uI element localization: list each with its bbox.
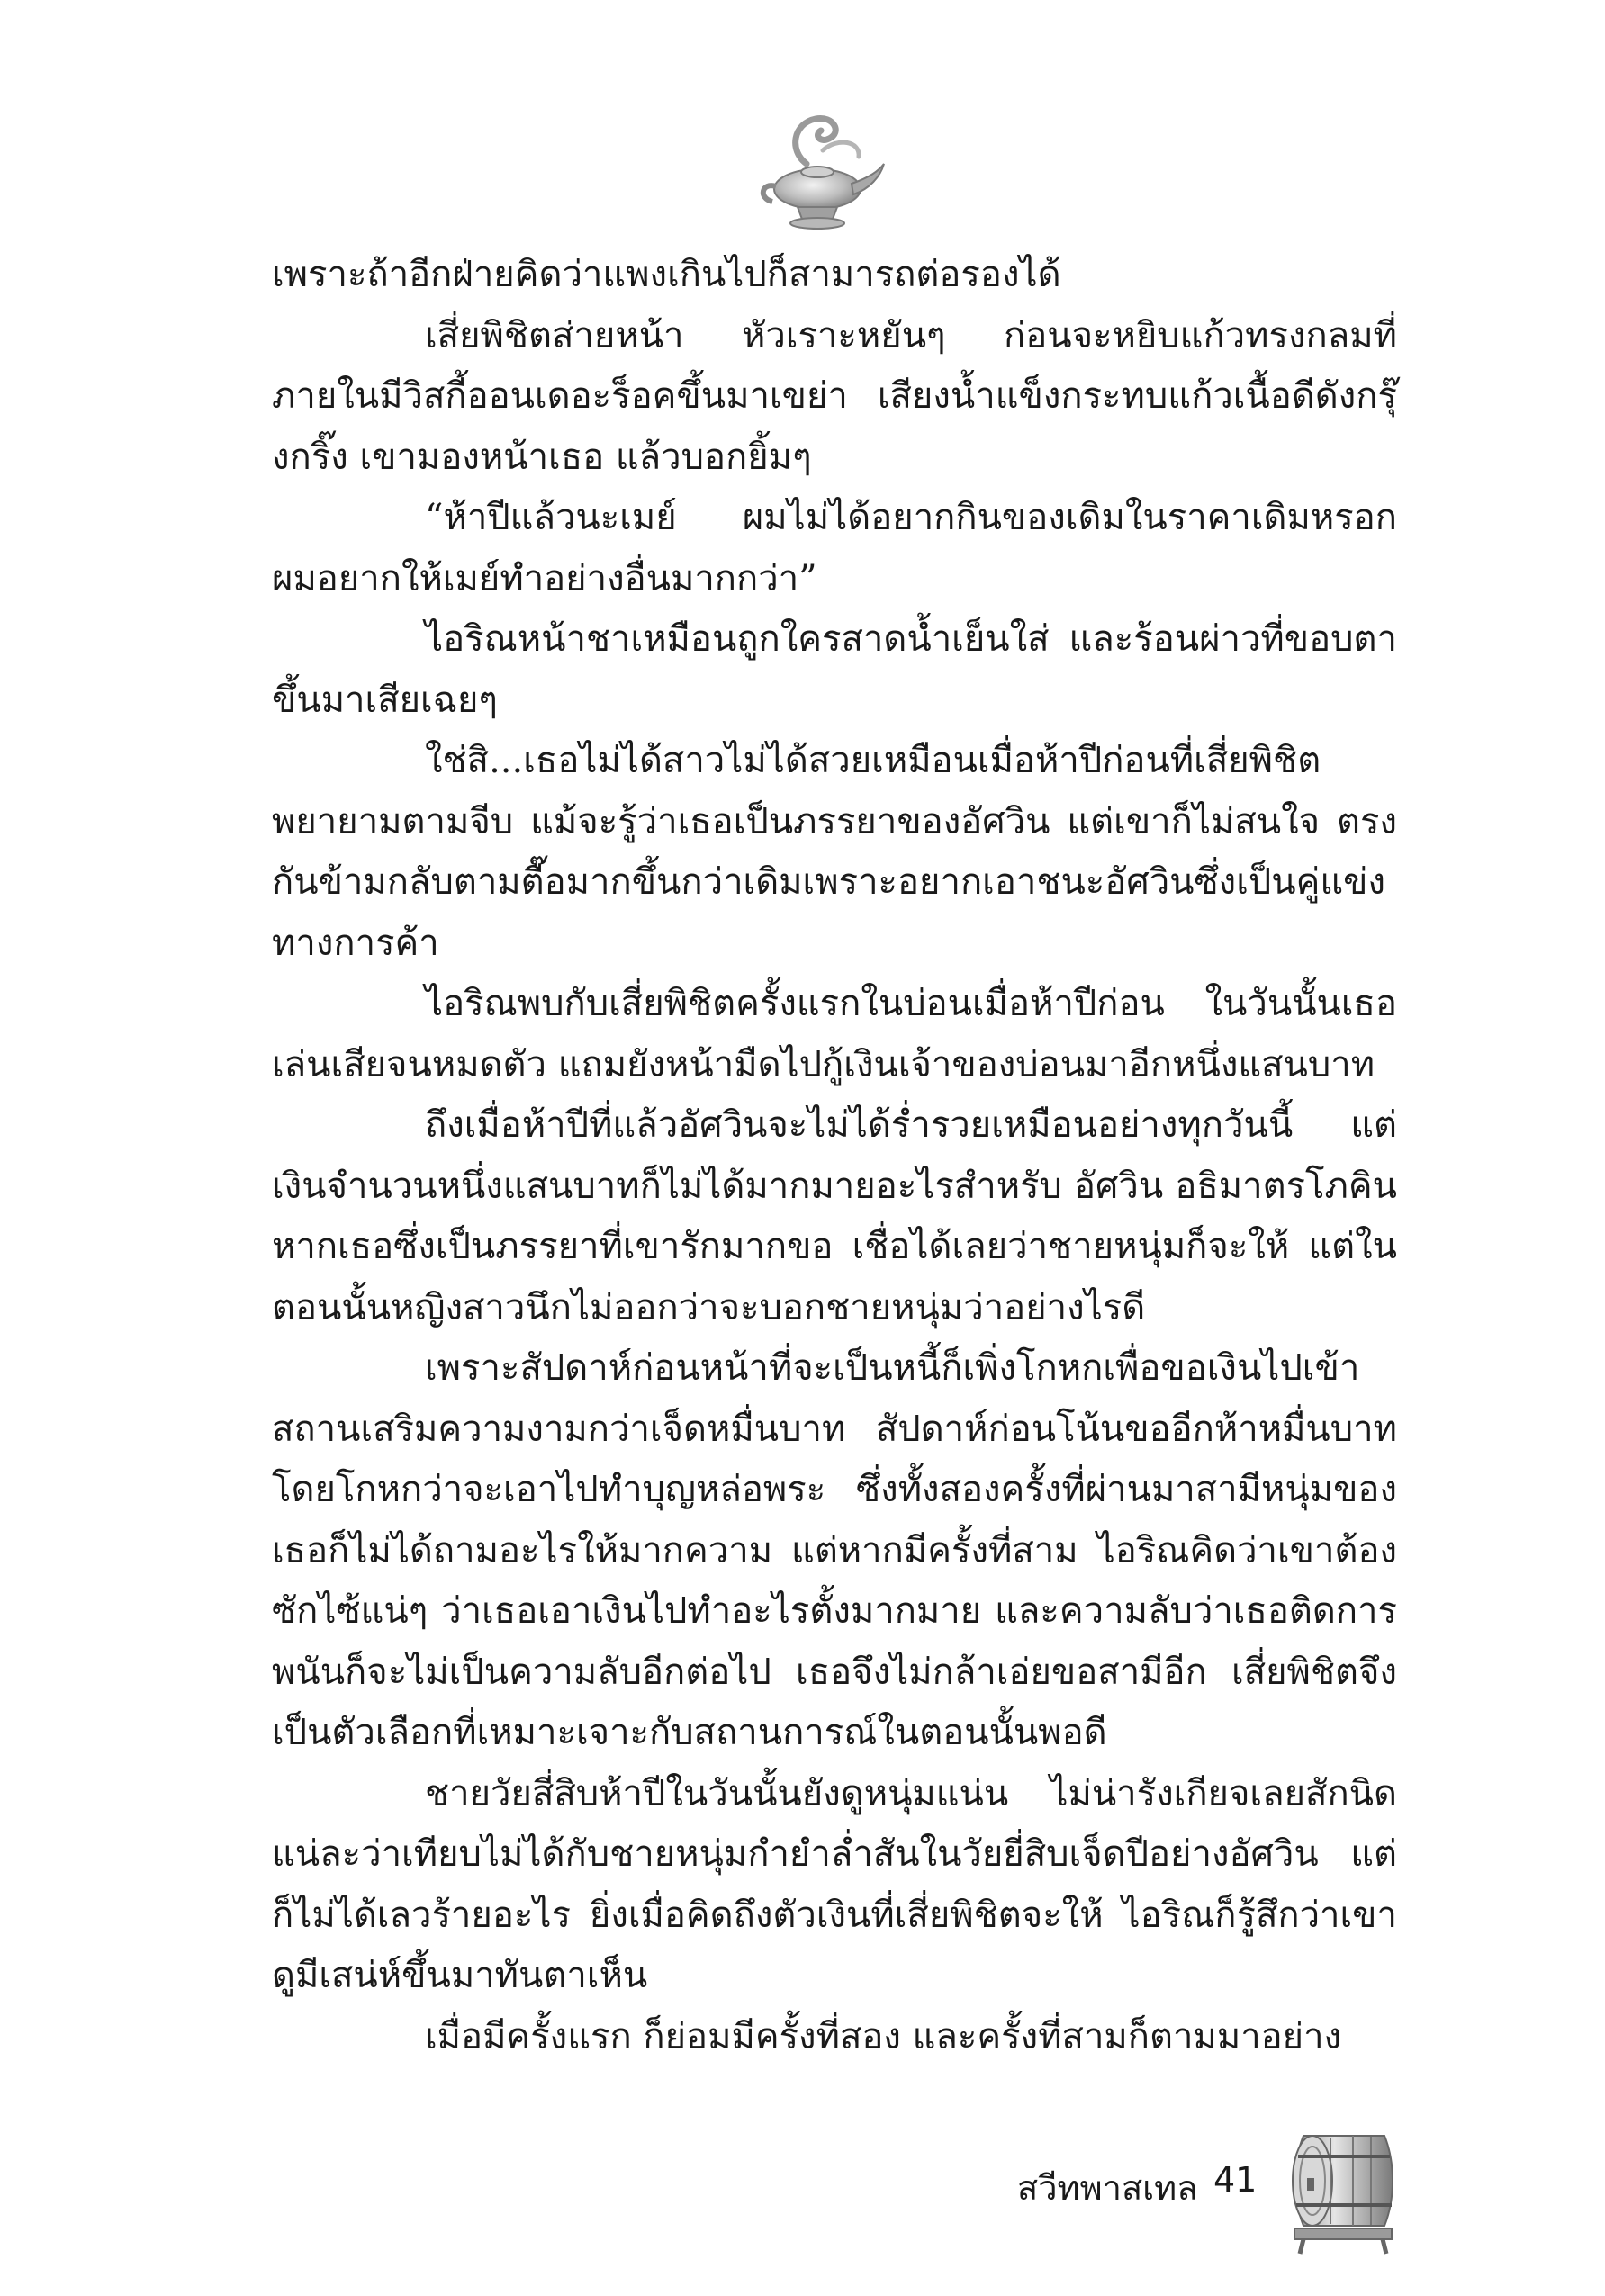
paragraph: เพราะถ้าอีกฝ่ายคิดว่าแพงเกินไปก็สามารถต่อรองได้: [272, 254, 1061, 295]
paragraph: ชายวัยสี่สิบห้าปีในวันนั้นยังดูหนุ่มแน่น ไม่น่ารังเกียจเลยสักนิด แน่ละว่าเทียบไม่ได้กับชายหนุ่มกำยำล่ำสันในวัยยี่สิบเจ็ดปีอย่างอัศวิน แต่ก็ไม่ได้เลวร้ายอะไร ยิ่งเมื่อคิดถึงตัวเงินที่เสี่ยพิชิตจะให้ ไอริณก็รู้สึกว่าเขาดูมีเสน่ห์ขึ้นมาทันตาเห็น: [272, 1772, 1397, 1996]
genie-lamp-icon: [753, 101, 888, 234]
paragraph: เมื่อมีครั้งแรก ก็ย่อมมีครั้งที่สอง และครั้งที่สามก็ตามมาอย่าง: [425, 2015, 1342, 2057]
paragraph: ไอริณพบกับเสี่ยพิชิตครั้งแรกในบ่อนเมื่อห้าปีก่อน ในวันนั้นเธอเล่นเสียจนหมดตัว แถมยังหน้ามืดไปกู้เงินเจ้าของบ่อนมาอีกหนึ่งแสนบาท: [272, 983, 1397, 1085]
body-text: [272, 245, 1397, 2067]
paragraph: ใช่สิ...เธอไม่ได้สาวไม่ได้สวยเหมือนเมื่อห้าปีก่อนที่เสี่ยพิชิตพยายามตามจีบ แม้จะรู้ว่าเธอเป็นภรรยาของอัศวิน แต่เขาก็ไม่สนใจ ตรงกันข้ามกลับตามตื๊อมากขึ้นกว่าเดิมเพราะอยากเอาชนะอัศวินซึ่งเป็นคู่แข่งทางการค้า: [272, 740, 1397, 964]
running-footer-title: สวีทพาสเทล: [1017, 2168, 1198, 2208]
paragraph: “ห้าปีแล้วนะเมย์ ผมไม่ได้อยากกินของเดิมในราคาเดิมหรอก ผมอยากให้เมย์ทำอย่างอื่นมากกว่า”: [272, 497, 1397, 599]
paragraph: ไอริณหน้าชาเหมือนถูกใครสาดน้ำเย็นใส่ และร้อนผ่าวที่ขอบตาขึ้นมาเสียเฉยๆ: [272, 618, 1397, 721]
wine-barrel-icon: [1276, 2113, 1410, 2257]
paragraph: เสี่ยพิชิตส่ายหน้า หัวเราะหยันๆ ก่อนจะหยิบแก้วทรงกลมที่ภายในมีวิสกี้ออนเดอะร็อคขึ้นมาเขย่า เสียงน้ำแข็งกระทบแก้วเนื้อดีดังกรุ๊งกริ๊ง เขามองหน้าเธอ แล้วบอกยิ้มๆ: [272, 314, 1397, 478]
page-number: 41: [1213, 2160, 1258, 2200]
paragraph: ถึงเมื่อห้าปีที่แล้วอัศวินจะไม่ได้ร่ำรวยเหมือนอย่างทุกวันนี้ แต่เงินจำนวนหนึ่งแสนบาทก็ไม่ได้มากมายอะไรสำหรับ อัศวิน อธิมาตรโภคิน หากเธอซึ่งเป็นภรรยาที่เขารักมากขอ เชื่อได้เลยว่าชายหนุ่มก็จะให้ แต่ในตอนนั้นหญิงสาวนึกไม่ออกว่าจะบอกชายหนุ่มว่าอย่างไรดี: [272, 1104, 1397, 1328]
paragraph: เพราะสัปดาห์ก่อนหน้าที่จะเป็นหนี้ก็เพิ่งโกหกเพื่อขอเงินไปเข้าสถานเสริมความงามกว่าเจ็ดหมื่นบาท สัปดาห์ก่อนโน้นขออีกห้าหมื่นบาทโดยโกหกว่าจะเอาไปทำบุญหล่อพระ ซึ่งทั้งสองครั้งที่ผ่านมาสามีหนุ่มของเธอก็ไม่ได้ถามอะไรให้มากความ แต่หากมีครั้งที่สาม ไอริณคิดว่าเขาต้องซักไซ้แน่ๆ ว่าเธอเอาเงินไปทำอะไรตั้งมากมาย และความลับว่าเธอติดการพนันก็จะไม่เป็นความลับอีกต่อไป เธอจึงไม่กล้าเอ่ยขอสามีอีก เสี่ยพิชิตจึงเป็นตัวเลือกที่เหมาะเจาะกับสถานการณ์ในตอนนั้นพอดี: [272, 1347, 1397, 1753]
